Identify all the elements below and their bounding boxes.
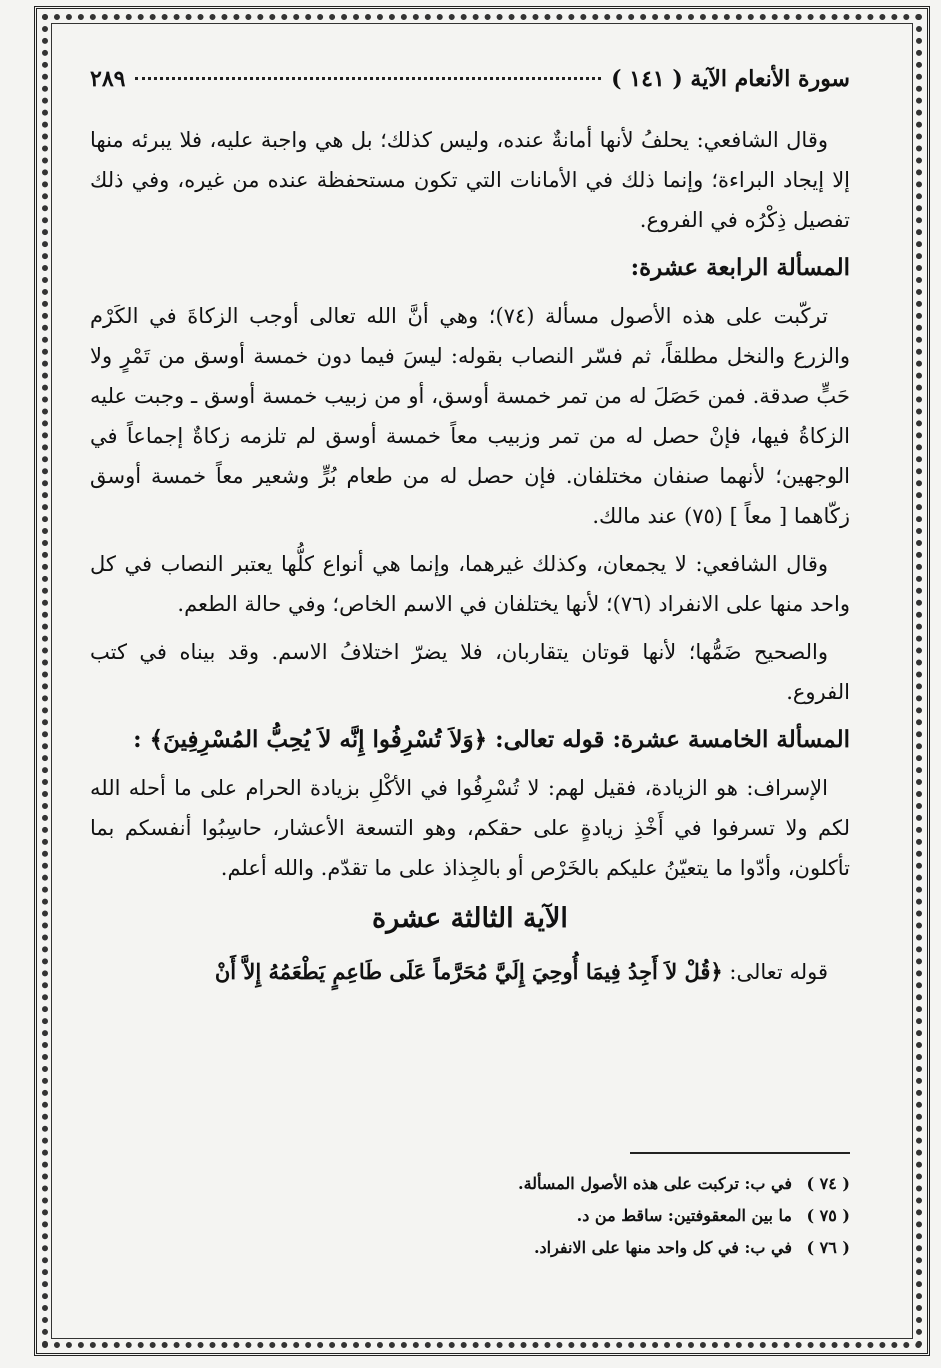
chapter-title: الآية الثالثة عشرة — [372, 903, 568, 934]
quran-verse: ﴿قُلْ لاَ أَجِدُ فِيمَا أُوحِيَ إِلَيَّ مُحَرَّماً عَلَى طَاعِمٍ يَطْعَمُهُ إِلاَّ أَنْ — [214, 959, 723, 984]
verse-intro: قوله تعالى: — [722, 960, 828, 984]
quran-verse: ﴿وَلاَ تُسْرِفُوا إِنَّه لاَ يُحِبُّ المُسْرِفِينَ﴾ — [149, 726, 488, 753]
book-page — [90, 66, 850, 1336]
paragraph: وقال الشافعي: يحلفُ لأنها أمانةٌ عنده، وليس كذلك؛ بل هي واجبة عليه، فلا يبرئه منها إلا إيجاد البراءة؛ وإنما ذلك في الأمانات التي تكون مستحفظة عنده من غيره، وفي ذلك تفصيل ذِكْرُه في الفروع. — [90, 128, 850, 232]
running-header — [90, 66, 850, 108]
heading-colon: : — [133, 726, 142, 753]
paragraph: تركّبت على هذه الأصول مسألة (٧٤)؛ وهي أنَّ الله تعالى أوجب الزكاةَ في الكَرْم والزرع والنخل مطلقاً، ثم فسّر النصاب بقوله: ليسَ فيما دون خمسة أوسق من تَمْرٍ ولا حَبٍّ صدقة. فمن حَصَلَ له من تمر خمسة أوسق، أو من زبيب خمسة أوسق ـ وجبت عليه الزكاةُ فيها، فإنْ حصل له من تمر وزبيب معاً خمسة أوسق لم تلزمه زكاةٌ إجماعاً في الوجهين؛ لأنهما صنفان مختلفان. فإن حصل له من طعام بُرٍّ وشعير معاً خمسة أوسق زكّاهما [ معاً ] (٧٥) عند مالك. — [90, 304, 850, 528]
body-text — [90, 120, 850, 992]
footnote — [90, 1168, 850, 1200]
section-heading-fourteenth: المسألة الرابعة عشرة: — [630, 254, 850, 281]
paragraph: وقال الشافعي: لا يجمعان، وكذلك غيرهما، وإنما هي أنواع كلُّها يعتبر النصاب في كل واحد منها على الانفراد (٧٦)؛ لأنها يختلفان في الاسم الخاص؛ وفي حالة الطعم. — [90, 552, 850, 616]
header-leader-dots — [135, 77, 601, 80]
footnote — [90, 1200, 850, 1232]
footnotes — [90, 1152, 850, 1264]
paragraph: والصحيح ضَمُّها؛ لأنها قوتان يتقاربان، فلا يضرّ اختلافُ الاسم. وقد بيناه في كتب الفروع. — [90, 640, 850, 704]
footnote-text: في ب: في كل واحد منها على الانفراد. — [533, 1238, 792, 1257]
page-number: ٢٨٩ — [90, 66, 126, 92]
footnote-number: ( ٧٥ ) — [806, 1206, 850, 1225]
header-title: سورة الأنعام الآية ( ١٤١ ) — [611, 66, 850, 92]
heading-label: المسألة الخامسة عشرة: قوله تعالى: — [487, 726, 850, 753]
footnote — [90, 1232, 850, 1264]
paragraph: الإسراف: هو الزيادة، فقيل لهم: لا تُسْرِفُوا في الأكْلِ بزيادة الحرام على ما أحله الله لكم ولا تسرفوا في أَخْذِ زيادةٍ على حقكم، وهو التسعة الأعشار، حاسِبُوا أنفسكم بما تأكلون، وأدّوا ما يتعيّنُ عليكم بالخَرْص أو بالجِذاذ على ما تقدّم. والله أعلم. — [90, 776, 850, 880]
footnote-rule — [630, 1152, 850, 1154]
section-heading-fifteenth — [90, 720, 850, 760]
paragraph — [90, 952, 850, 992]
footnote-text: ما بين المعقوفتين: ساقط من د. — [576, 1206, 792, 1225]
footnote-number: ( ٧٤ ) — [806, 1174, 850, 1193]
footnote-text: في ب: تركبت على هذه الأصول المسألة. — [518, 1174, 792, 1193]
footnote-number: ( ٧٦ ) — [806, 1238, 850, 1257]
